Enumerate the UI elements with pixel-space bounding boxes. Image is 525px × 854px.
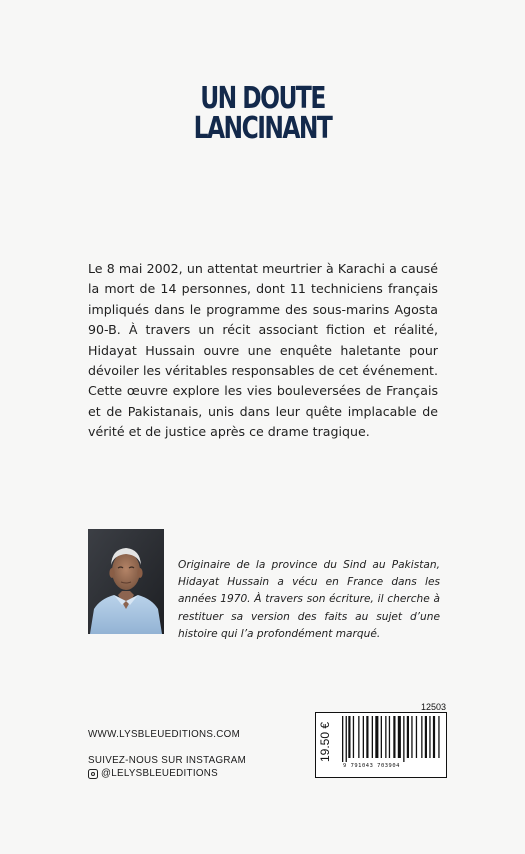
- synopsis-text: Le 8 mai 2002, un attentat meurtrier à Karachi a causé la mort de 14 personnes, dont 11 techniciens français impliqués dans le programme des sous-marins Agosta 90-B. À travers un récit associant fiction et réalité, Hidayat Hussain ouvre une enquête haletante pour dévoiler les véritables responsables de cet événement. Cette œuvre explore les vies bouleversées de Français et de Pakistanais, unis dans leur quête implacable de vérité et de justice après ce drame tragique.: [88, 261, 438, 440]
- barcode-bar: [363, 716, 364, 758]
- barcode-bar: [346, 716, 347, 762]
- instagram-label: SUIVEZ-NOUS SUR INSTAGRAM: [88, 755, 247, 766]
- title-line-2: LANCINANT: [193, 111, 332, 146]
- barcode-bar: [407, 716, 409, 758]
- barcode-bar: [385, 716, 386, 758]
- barcode-bar: [411, 716, 412, 758]
- barcode-bar: [372, 716, 373, 758]
- author-bio: Originaire de la province du Sind au Pakistan, Hidayat Hussain a vécu en France dans les années 1970. À travers son écriture, il cherche à restituer sa version des faits au sujet d’une histoire qui l’a profondément marqué.: [178, 559, 440, 640]
- publisher-website[interactable]: WWW.LYSBLEUEDITIONS.COM: [88, 729, 241, 740]
- barcode-bar: [348, 716, 350, 758]
- barcode-bar: [342, 716, 343, 762]
- barcode-bar: [416, 716, 417, 758]
- author-photo: [88, 529, 164, 634]
- instagram-handle: @LELYSBLEUEDITIONS: [101, 768, 218, 779]
- barcode-bar: [398, 716, 401, 758]
- barcode-bar: [433, 716, 435, 758]
- barcode-bar: [366, 716, 368, 758]
- barcode-bar: [358, 716, 359, 758]
- barcode-bar: [421, 716, 422, 758]
- ean-number: 9 791043 703904: [343, 763, 400, 769]
- book-title: [58, 81, 468, 146]
- barcode-bar: [425, 716, 427, 758]
- barcode-bar: [438, 716, 439, 758]
- title-line-1: UN DOUTE: [200, 81, 325, 116]
- barcode-bar: [393, 716, 395, 758]
- instagram-handle-row[interactable]: [88, 768, 218, 779]
- price: 19.50 €: [318, 721, 332, 762]
- barcode-bar: [381, 716, 382, 758]
- barcode-bar: [353, 716, 354, 758]
- barcode-bar: [403, 716, 404, 762]
- barcode: [342, 716, 442, 762]
- barcode-bar: [375, 716, 378, 758]
- barcode-bar: [429, 716, 430, 758]
- instagram-icon: [88, 769, 98, 779]
- barcode-bar: [389, 716, 390, 758]
- product-code: 12503: [421, 702, 447, 712]
